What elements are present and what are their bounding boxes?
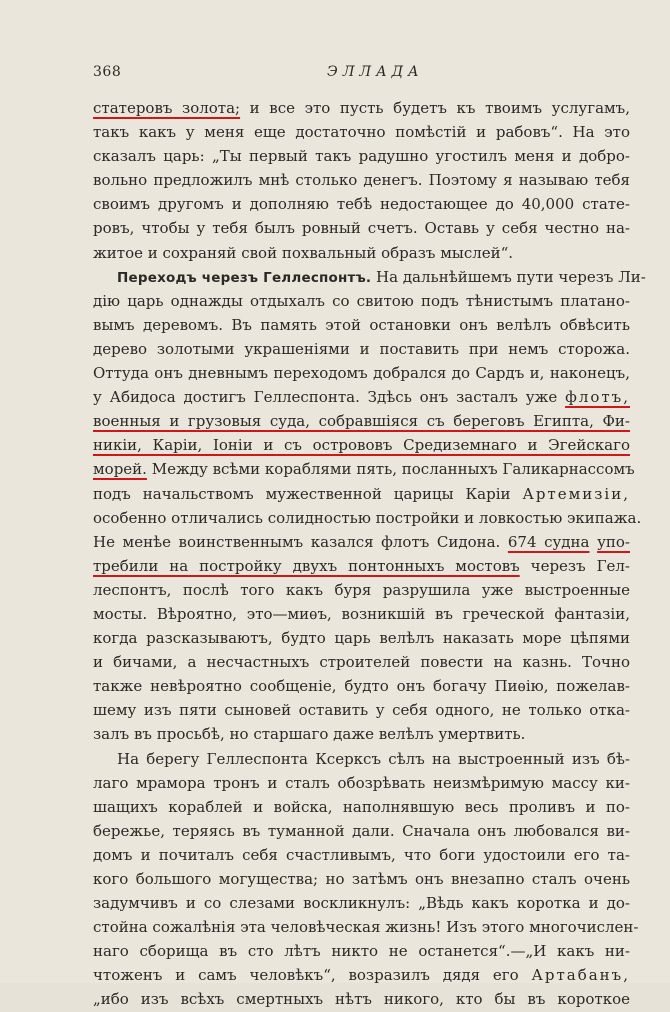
- text-segment: Не менѣе воинственнымъ казался флотъ Сидона.: [93, 532, 508, 551]
- text-segment: такъ какъ у меня еще достаточно помѣстій и рабовъ“. На это: [93, 123, 630, 142]
- text-line: [93, 698, 630, 722]
- text-segment: Между всѣми кораблями пять, посланныхъ Галикарнассомъ: [146, 460, 635, 479]
- text-line: [93, 722, 630, 746]
- text-line: [93, 819, 630, 843]
- text-line: [93, 674, 630, 698]
- underlined-text: 674 судна: [507, 532, 590, 551]
- text-segment: Артабанъ,: [531, 966, 630, 985]
- text-segment: подъ начальствомъ мужественной царицы Каріи: [93, 484, 523, 503]
- text-line: [93, 771, 630, 795]
- text-line: [93, 409, 630, 433]
- text-line: [93, 915, 639, 939]
- underlined-text: упо-: [597, 532, 630, 551]
- text-segment: особенно отличались солидностью постройки и ловкостью экипажа.: [93, 508, 642, 527]
- text-segment: дерево золотыми украшеніями и поставить при немъ сторожа.: [93, 339, 630, 358]
- text-segment: стойна сожалѣнія эта человѣческая жизнь! Изъ этого многочислен-: [93, 918, 639, 937]
- text-line: [93, 385, 630, 409]
- text-line: [93, 216, 630, 240]
- text-line: [93, 289, 630, 313]
- text-line: [93, 482, 630, 506]
- text-segment: [589, 533, 597, 551]
- text-segment: мосты. Вѣроятно, это—миѳъ, возникшій въ греческой фантазіи,: [93, 604, 630, 623]
- text-segment: и все это пусть будетъ къ твоимъ услугамъ,: [240, 99, 630, 117]
- text-segment: „ибо изъ всѣхъ смертныхъ нѣтъ никого, кто бы въ короткое: [93, 990, 630, 1009]
- text-segment: когда разсказываютъ, будто царь велѣлъ наказать море цѣпями: [93, 629, 630, 648]
- text-line: [93, 506, 642, 530]
- underlined-text: флотъ,: [565, 388, 630, 407]
- text-segment: также невѣроятно сообщеніе, будто онъ богачу Пиѳію, пожелав-: [93, 677, 630, 696]
- text-line: [93, 433, 630, 457]
- underlined-text: требили на постройку двухъ понтонныхъ мостовъ: [93, 556, 520, 575]
- text-line: [93, 168, 630, 192]
- underlined-text: никіи, Каріи, Іоніи и съ острововъ Средиземнаго и Эгейскаго: [93, 436, 630, 455]
- text-segment: кого большого могущества; но затѣмъ онъ внезапно сталъ очень: [93, 870, 630, 888]
- text-segment: лаго мрамора тронъ и сталъ обозрѣвать неизмѣримую массу ки-: [93, 773, 630, 792]
- text-line: [93, 747, 630, 771]
- text-segment: домъ и почиталъ себя счастливымъ, что боги удостоили его та-: [93, 845, 630, 864]
- text-segment: чтоженъ и самъ человѣкъ“, возразилъ дядя его: [93, 966, 532, 985]
- section-heading: Переходъ черезъ Геллеспонтъ.: [117, 269, 372, 286]
- running-title: ЭЛЛАДА: [327, 64, 424, 80]
- text-line: [93, 457, 635, 481]
- text-line: [93, 650, 630, 674]
- text-line: [93, 963, 630, 987]
- underlined-text: военныя и грузовыя суда, собравшіяся съ береговъ Египта, Фи-: [93, 412, 630, 431]
- text-segment: своимъ другомъ и дополняю тебѣ недостающее до 40,000 статe-: [93, 195, 630, 214]
- text-line: [93, 337, 630, 361]
- text-segment: На дальнѣйшемъ пути черезъ Ли-: [371, 267, 646, 286]
- text-line: [93, 891, 630, 915]
- text-line: [93, 843, 630, 867]
- text-segment: ровъ, чтобы у тебя былъ ровный счетъ. Оставь у себя честно на-: [93, 219, 630, 238]
- text-segment: Оттуда онъ дневнымъ переходомъ добрался до Сардъ и, наконецъ,: [93, 364, 630, 383]
- page-header: [93, 64, 629, 86]
- text-line: [93, 241, 630, 265]
- text-segment: бережье, теряясь въ туманной дали. Сначала онъ любовался ви-: [93, 821, 630, 840]
- text-segment: леспонтъ, послѣ того какъ буря разрушила уже выстроенные: [93, 580, 630, 599]
- text-segment: и бичами, а несчастныхъ строителей повести на казнь. Точно: [93, 653, 630, 672]
- text-segment: залъ въ просьбѣ, но старшаго даже велѣлъ умертвить.: [93, 725, 526, 744]
- text-line: [93, 987, 630, 1011]
- text-line: [93, 939, 630, 963]
- text-line: [93, 626, 630, 650]
- text-line: [93, 361, 630, 385]
- body-text: [93, 96, 646, 1012]
- page-number: 368: [93, 64, 122, 80]
- text-line: [93, 554, 630, 578]
- text-segment: вольно предложилъ мнѣ столько денегъ. Поэтому я называю тебя: [93, 171, 630, 190]
- text-segment: житое и сохраняй свой похвальный образъ мыслей“.: [93, 243, 514, 262]
- underlined-text: статеровъ золота;: [93, 99, 241, 117]
- text-line: [93, 530, 630, 554]
- text-segment: наго сборища въ сто лѣтъ никто не останется“.—„И какъ ни-: [93, 942, 630, 961]
- text-segment: Артемизіи,: [522, 484, 630, 503]
- text-segment: дію царь однажды отдыхалъ со свитою подъ тѣнистымъ платано-: [93, 291, 630, 310]
- text-line: [93, 795, 630, 819]
- text-line: [93, 867, 630, 891]
- underlined-text: морей.: [93, 460, 147, 479]
- text-segment: вымъ деревомъ. Въ память этой остановки онъ велѣлъ обвѣсить: [93, 315, 630, 334]
- text-segment: шему изъ пяти сыновей оставить у себя одного, не только отка-: [93, 701, 630, 720]
- text-line: [93, 313, 630, 337]
- text-line: [93, 578, 630, 602]
- text-segment: сказалъ царь: „Ты первый такъ радушно угостилъ меня и добро-: [93, 147, 630, 166]
- text-segment: шащихъ кораблей и войска, наполнявшую весь проливъ и по-: [93, 797, 630, 816]
- text-segment: черезъ Гел-: [519, 556, 630, 575]
- text-line: [93, 265, 646, 289]
- text-line: [93, 602, 630, 626]
- text-line: [93, 192, 630, 216]
- text-segment: задумчивъ и со слезами воскликнулъ: „Вѣдь какъ коротка и до-: [93, 894, 630, 913]
- text-line: [93, 144, 630, 168]
- text-segment: у Абидоса достигъ Геллеспонта. Здѣсь онъ засталъ уже: [93, 388, 566, 407]
- text-line: [93, 120, 630, 144]
- text-segment: На берегу Геллеспонта Ксерксъ сѣлъ на выстроенный изъ бѣ-: [117, 749, 630, 768]
- text-line: [93, 96, 630, 120]
